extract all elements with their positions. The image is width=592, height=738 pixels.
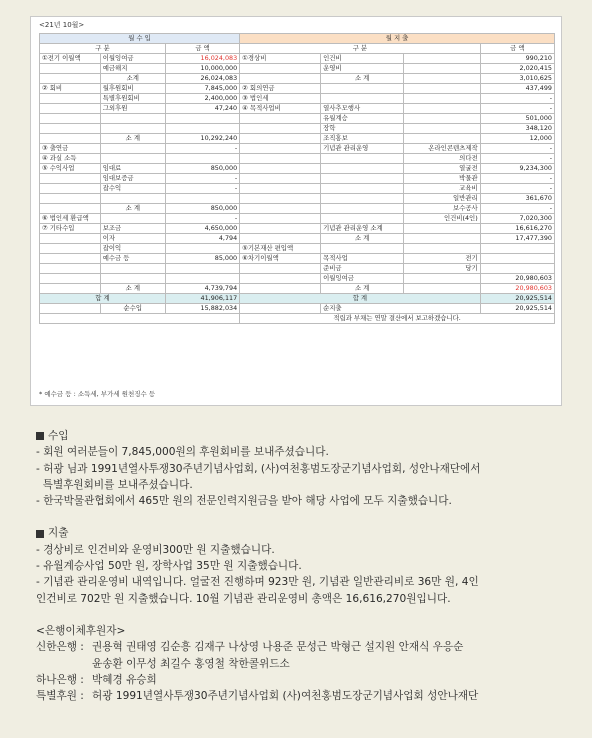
table-cell — [480, 244, 554, 254]
table-cell — [404, 104, 480, 114]
table-cell: 유월계승 — [321, 114, 404, 124]
total-cell: 41,906,117 — [165, 294, 239, 304]
table-cell: 온라인콘텐츠제작 — [404, 144, 480, 154]
table-cell — [240, 274, 321, 284]
table-cell — [240, 74, 321, 84]
table-cell — [40, 94, 101, 104]
table-cell: 당기 — [404, 264, 480, 274]
bank-row — [36, 656, 566, 672]
table-cell: 잡이익 — [100, 244, 165, 254]
expense-amount-header: 금 액 — [480, 44, 554, 54]
table-cell: 990,210 — [480, 54, 554, 64]
expense-header: 월 지 출 — [240, 34, 555, 44]
table-cell — [480, 254, 554, 264]
table-cell — [40, 114, 101, 124]
table-cell: 2,020,415 — [480, 64, 554, 74]
table-cell: ④ 목적사업비 — [240, 104, 321, 114]
table-cell: 이자 — [100, 234, 165, 244]
table-cell — [40, 104, 101, 114]
table-cell — [321, 204, 404, 214]
table-cell: 10,292,240 — [165, 134, 239, 144]
table-cell — [404, 84, 480, 94]
table-cell — [404, 74, 480, 84]
table-cell: 361,670 — [480, 194, 554, 204]
table-cell: 일반관리 — [404, 194, 480, 204]
table-cell: - — [480, 104, 554, 114]
table-cell: 소 계 — [100, 134, 165, 144]
table-cell: 의다전 — [404, 154, 480, 164]
table-cell: 목적사업 — [321, 254, 404, 264]
table-cell: 16,616,270 — [480, 224, 554, 234]
table-cell — [404, 274, 480, 284]
report-text — [36, 428, 566, 704]
expense-category-header: 구 분 — [240, 44, 481, 54]
table-cell: - — [480, 144, 554, 154]
table-cell: 소 계 — [100, 204, 165, 214]
table-cell: 예수금 등 — [100, 254, 165, 264]
table-row — [40, 54, 555, 64]
table-cell — [404, 124, 480, 134]
table-cell — [100, 144, 165, 154]
table-cell — [240, 184, 321, 194]
table-cell: 예금해지 — [100, 64, 165, 74]
table-cell — [240, 64, 321, 74]
table-cell — [165, 124, 239, 134]
table-cell — [100, 274, 165, 284]
table-cell: 잡수익 — [100, 184, 165, 194]
table-cell — [100, 194, 165, 204]
table-row — [40, 274, 555, 284]
table-cell: - — [165, 214, 239, 224]
table-cell: 348,120 — [480, 124, 554, 134]
table-cell — [165, 264, 239, 274]
table-cell — [40, 274, 101, 284]
table-cell — [40, 234, 101, 244]
table-cell — [404, 114, 480, 124]
table-cell: 그외후원 — [100, 104, 165, 114]
table-cell: 4,739,794 — [165, 284, 239, 294]
bank-donors: 박혜경 유승희 — [92, 673, 157, 686]
net-cell — [240, 304, 321, 314]
table-cell — [40, 134, 101, 144]
table-row — [40, 124, 555, 134]
table-cell: 소 계 — [100, 284, 165, 294]
bank-row — [36, 688, 566, 704]
text-line: - 허광 님과 1991년열사투쟁30주년기념사업회, (사)여천홍범도장군기념사업회, 성안나재단에서 — [36, 462, 481, 475]
table-cell — [404, 234, 480, 244]
table-cell — [240, 264, 321, 274]
table-cell — [165, 194, 239, 204]
table-cell — [321, 154, 404, 164]
table-row — [40, 214, 555, 224]
net-cell — [40, 304, 101, 314]
table-cell: 26,024,083 — [165, 74, 239, 84]
table-cell: ③ 출연금 — [40, 144, 101, 154]
table-cell — [240, 204, 321, 214]
table-cell — [240, 234, 321, 244]
total-cell: 합 계 — [240, 294, 481, 304]
table-cell: 12,000 — [480, 134, 554, 144]
table-cell: - — [480, 94, 554, 104]
table-cell — [404, 134, 480, 144]
table-cell: ③ 법인세 — [240, 94, 321, 104]
table-cell: ② 회의연금 — [240, 84, 321, 94]
table-cell: 7,020,300 — [480, 214, 554, 224]
table-cell — [40, 254, 101, 264]
income-category-header: 구 분 — [40, 44, 166, 54]
text-line: - 유월계승사업 50만 원, 장학사업 35만 원 지출했습니다. — [36, 560, 302, 573]
table-cell — [240, 214, 321, 224]
total-cell: 합 계 — [40, 294, 166, 304]
table-cell — [240, 114, 321, 124]
table-cell: ⑤기본재산 편입액 — [240, 244, 321, 254]
table-cell: 전기 — [404, 254, 480, 264]
table-cell: 열굴전 — [404, 164, 480, 174]
table-cell: 소 계 — [321, 74, 404, 84]
table-cell: 운영비 — [321, 64, 404, 74]
table-cell: 850,000 — [165, 164, 239, 174]
table-cell: ⑦ 기타수입 — [40, 224, 101, 234]
table-cell: 17,477,390 — [480, 234, 554, 244]
table-cell: 85,000 — [165, 254, 239, 264]
table-cell: 기념관 관리운영 소계 — [321, 224, 404, 234]
table-cell: 20,980,603 — [480, 284, 554, 294]
bank-row — [36, 639, 566, 655]
table-row — [40, 194, 555, 204]
table-cell: 47,240 — [165, 104, 239, 114]
bank-row — [36, 672, 566, 688]
net-cell: 20,925,514 — [480, 304, 554, 314]
table-cell: 소 계 — [321, 284, 404, 294]
table-cell: - — [480, 204, 554, 214]
table-row — [40, 224, 555, 234]
table-row — [40, 234, 555, 244]
table-cell: 인건비 — [321, 54, 404, 64]
table-cell: ④ 과실 소득 — [40, 154, 101, 164]
table-cell — [240, 124, 321, 134]
total-cell: 20,925,514 — [480, 294, 554, 304]
bank-label — [36, 656, 92, 672]
table-cell — [40, 264, 101, 274]
table-cell: 조직홍보 — [321, 134, 404, 144]
bank-lines — [36, 639, 566, 704]
table-cell — [240, 134, 321, 144]
table-cell — [165, 244, 239, 254]
net-note-row — [40, 314, 555, 324]
table-cell — [404, 54, 480, 64]
table-cell — [240, 164, 321, 174]
table-cell — [100, 214, 165, 224]
table-cell: 준비금 — [321, 264, 404, 274]
total-row — [40, 294, 555, 304]
table-cell: 437,499 — [480, 84, 554, 94]
table-cell: - — [165, 174, 239, 184]
table-cell: ①전기 이월액 — [40, 54, 101, 64]
table-cell: 월후원회비 — [100, 84, 165, 94]
subheader-row — [40, 44, 555, 54]
table-cell: 2,400,000 — [165, 94, 239, 104]
table-cell — [40, 284, 101, 294]
income-heading-label: 수입 — [48, 430, 69, 442]
table-cell — [240, 224, 321, 234]
table-cell — [321, 174, 404, 184]
table-cell: 보조금 — [100, 224, 165, 234]
table-row — [40, 134, 555, 144]
text-line: 인건비로 702만 원 지출했습니다. 10월 기념관 관리운영비 총액은 16,616,270원입니다. — [36, 592, 451, 605]
table-row — [40, 284, 555, 294]
table-cell — [40, 74, 101, 84]
income-lines — [36, 444, 566, 509]
net-cell: 순수입 — [100, 304, 165, 314]
table-cell: - — [480, 184, 554, 194]
table-cell — [404, 284, 480, 294]
table-cell: 20,980,603 — [480, 274, 554, 284]
header-row — [40, 34, 555, 44]
table-cell: ② 회비 — [40, 84, 101, 94]
table-cell — [321, 164, 404, 174]
text-line: - 한국박물관협회에서 465만 원의 전문인력지원금을 받아 해당 사업에 모두 지출했습니다. — [36, 495, 452, 508]
table-cell: 4,794 — [165, 234, 239, 244]
table-cell — [165, 154, 239, 164]
table-cell: 이월잉여금 — [321, 274, 404, 284]
table-cell — [40, 184, 101, 194]
table-cell — [404, 64, 480, 74]
table-cell — [404, 244, 480, 254]
table-cell — [165, 114, 239, 124]
table-cell: 850,000 — [165, 204, 239, 214]
table-cell — [240, 194, 321, 204]
table-row — [40, 114, 555, 124]
table-cell: 4,650,000 — [165, 224, 239, 234]
table-cell: 7,845,000 — [165, 84, 239, 94]
square-bullet-icon — [36, 432, 44, 440]
table-cell — [480, 264, 554, 274]
table-cell — [321, 194, 404, 204]
table-cell: - — [165, 144, 239, 154]
table-row — [40, 144, 555, 154]
table-row — [40, 164, 555, 174]
net-row — [40, 304, 555, 314]
table-cell: - — [480, 174, 554, 184]
table-cell: 보수공사 — [404, 204, 480, 214]
table-cell: 소 계 — [321, 234, 404, 244]
table-cell — [40, 124, 101, 134]
table-cell — [404, 94, 480, 104]
bank-donors: 허광 1991년열사투쟁30주년기념사업회 (사)여천홍범도장군기념사업회 성안나재단 — [92, 690, 479, 703]
table-row — [40, 204, 555, 214]
table-cell: ⑥ 법인세 환급액 — [40, 214, 101, 224]
table-row — [40, 84, 555, 94]
text-line: - 경상비로 인건비와 운영비300만 원 지출했습니다. — [36, 543, 275, 556]
table-cell — [165, 274, 239, 284]
net-cell: 15,882,034 — [165, 304, 239, 314]
table-cell — [100, 114, 165, 124]
table-row — [40, 174, 555, 184]
table-cell: 인건비(4인) — [404, 214, 480, 224]
table-cell — [321, 84, 404, 94]
bank-label: 하나은행 : — [36, 673, 84, 686]
table-cell: ⑤ 수익사업 — [40, 164, 101, 174]
ledger-table — [39, 33, 555, 324]
table-row — [40, 64, 555, 74]
table-cell: 교육비 — [404, 184, 480, 194]
table-cell: 3,010,625 — [480, 74, 554, 84]
table-cell — [40, 64, 101, 74]
month-caption: <21년 10월> — [39, 21, 85, 29]
expense-heading — [36, 525, 566, 541]
table-cell: 501,000 — [480, 114, 554, 124]
table-cell — [40, 174, 101, 184]
table-cell — [40, 244, 101, 254]
table-cell — [100, 154, 165, 164]
table-cell — [240, 284, 321, 294]
table-cell: ⑥차기이월액 — [240, 254, 321, 264]
table-cell: 이월잉여금 — [100, 54, 165, 64]
table-row — [40, 154, 555, 164]
table-cell — [240, 144, 321, 154]
table-row — [40, 74, 555, 84]
bank-label: 신한은행 : — [36, 641, 84, 654]
net-cell: 순지출 — [321, 304, 481, 314]
table-cell — [40, 204, 101, 214]
table-cell — [321, 94, 404, 104]
table-cell — [404, 224, 480, 234]
table-cell — [40, 194, 101, 204]
income-heading — [36, 428, 566, 444]
text-line: - 회원 여러분들이 7,845,000원의 후원회비를 보내주셨습니다. — [36, 446, 329, 459]
footnote: * 예수금 등 : 소득세, 부가세 원천징수 등 — [39, 390, 156, 398]
table-cell: 기념관 관리운영 — [321, 144, 404, 154]
table-row — [40, 184, 555, 194]
bank-donors: 권용혁 권태영 김순흥 김재구 나상영 나용준 문성근 박형근 설지원 안재식 우응순 — [92, 641, 464, 654]
bank-heading: <은행이체후원자> — [36, 624, 126, 637]
table-cell — [321, 244, 404, 254]
income-header: 월 수 입 — [40, 34, 240, 44]
table-row — [40, 94, 555, 104]
table-cell — [321, 184, 404, 194]
table-cell: - — [165, 184, 239, 194]
square-bullet-icon — [36, 530, 44, 538]
net-note-cell: 적립과 부채는 연말 결산에서 보고하겠습니다. — [240, 314, 555, 324]
text-line: - 기념관 관리운영비 내역입니다. 얼굴전 진행하며 923만 원, 기념관 일반관리비로 36만 원, 4인 — [36, 576, 479, 589]
table-cell: 열사추모행사 — [321, 104, 404, 114]
table-cell: 9,234,300 — [480, 164, 554, 174]
table-cell: ①경상비 — [240, 54, 321, 64]
table-cell: 소계 — [100, 74, 165, 84]
expense-heading-label: 지출 — [48, 527, 69, 540]
table-cell: 장학 — [321, 124, 404, 134]
table-cell: - — [480, 154, 554, 164]
table-cell — [100, 264, 165, 274]
table-cell: 임대료 — [100, 164, 165, 174]
ledger-sheet — [30, 16, 562, 406]
table-cell: 16,024,083 — [165, 54, 239, 64]
income-amount-header: 금 액 — [165, 44, 239, 54]
table-row — [40, 254, 555, 264]
table-row — [40, 104, 555, 114]
expense-lines — [36, 542, 566, 607]
bank-donors: 윤송환 이무성 최길수 홍영철 착한콜위드소 — [92, 657, 290, 670]
table-cell: 임대보증금 — [100, 174, 165, 184]
table-cell: 특별후원회비 — [100, 94, 165, 104]
table-cell — [100, 124, 165, 134]
table-cell — [240, 174, 321, 184]
table-cell: 10,000,000 — [165, 64, 239, 74]
table-cell — [240, 154, 321, 164]
table-cell: 박물관 — [404, 174, 480, 184]
table-row — [40, 264, 555, 274]
table-cell — [321, 214, 404, 224]
table-row — [40, 244, 555, 254]
net-note-cell — [40, 314, 240, 324]
bank-label: 특별후원 : — [36, 690, 84, 703]
text-line: 특별후원회비를 보내주셨습니다. — [36, 478, 193, 491]
